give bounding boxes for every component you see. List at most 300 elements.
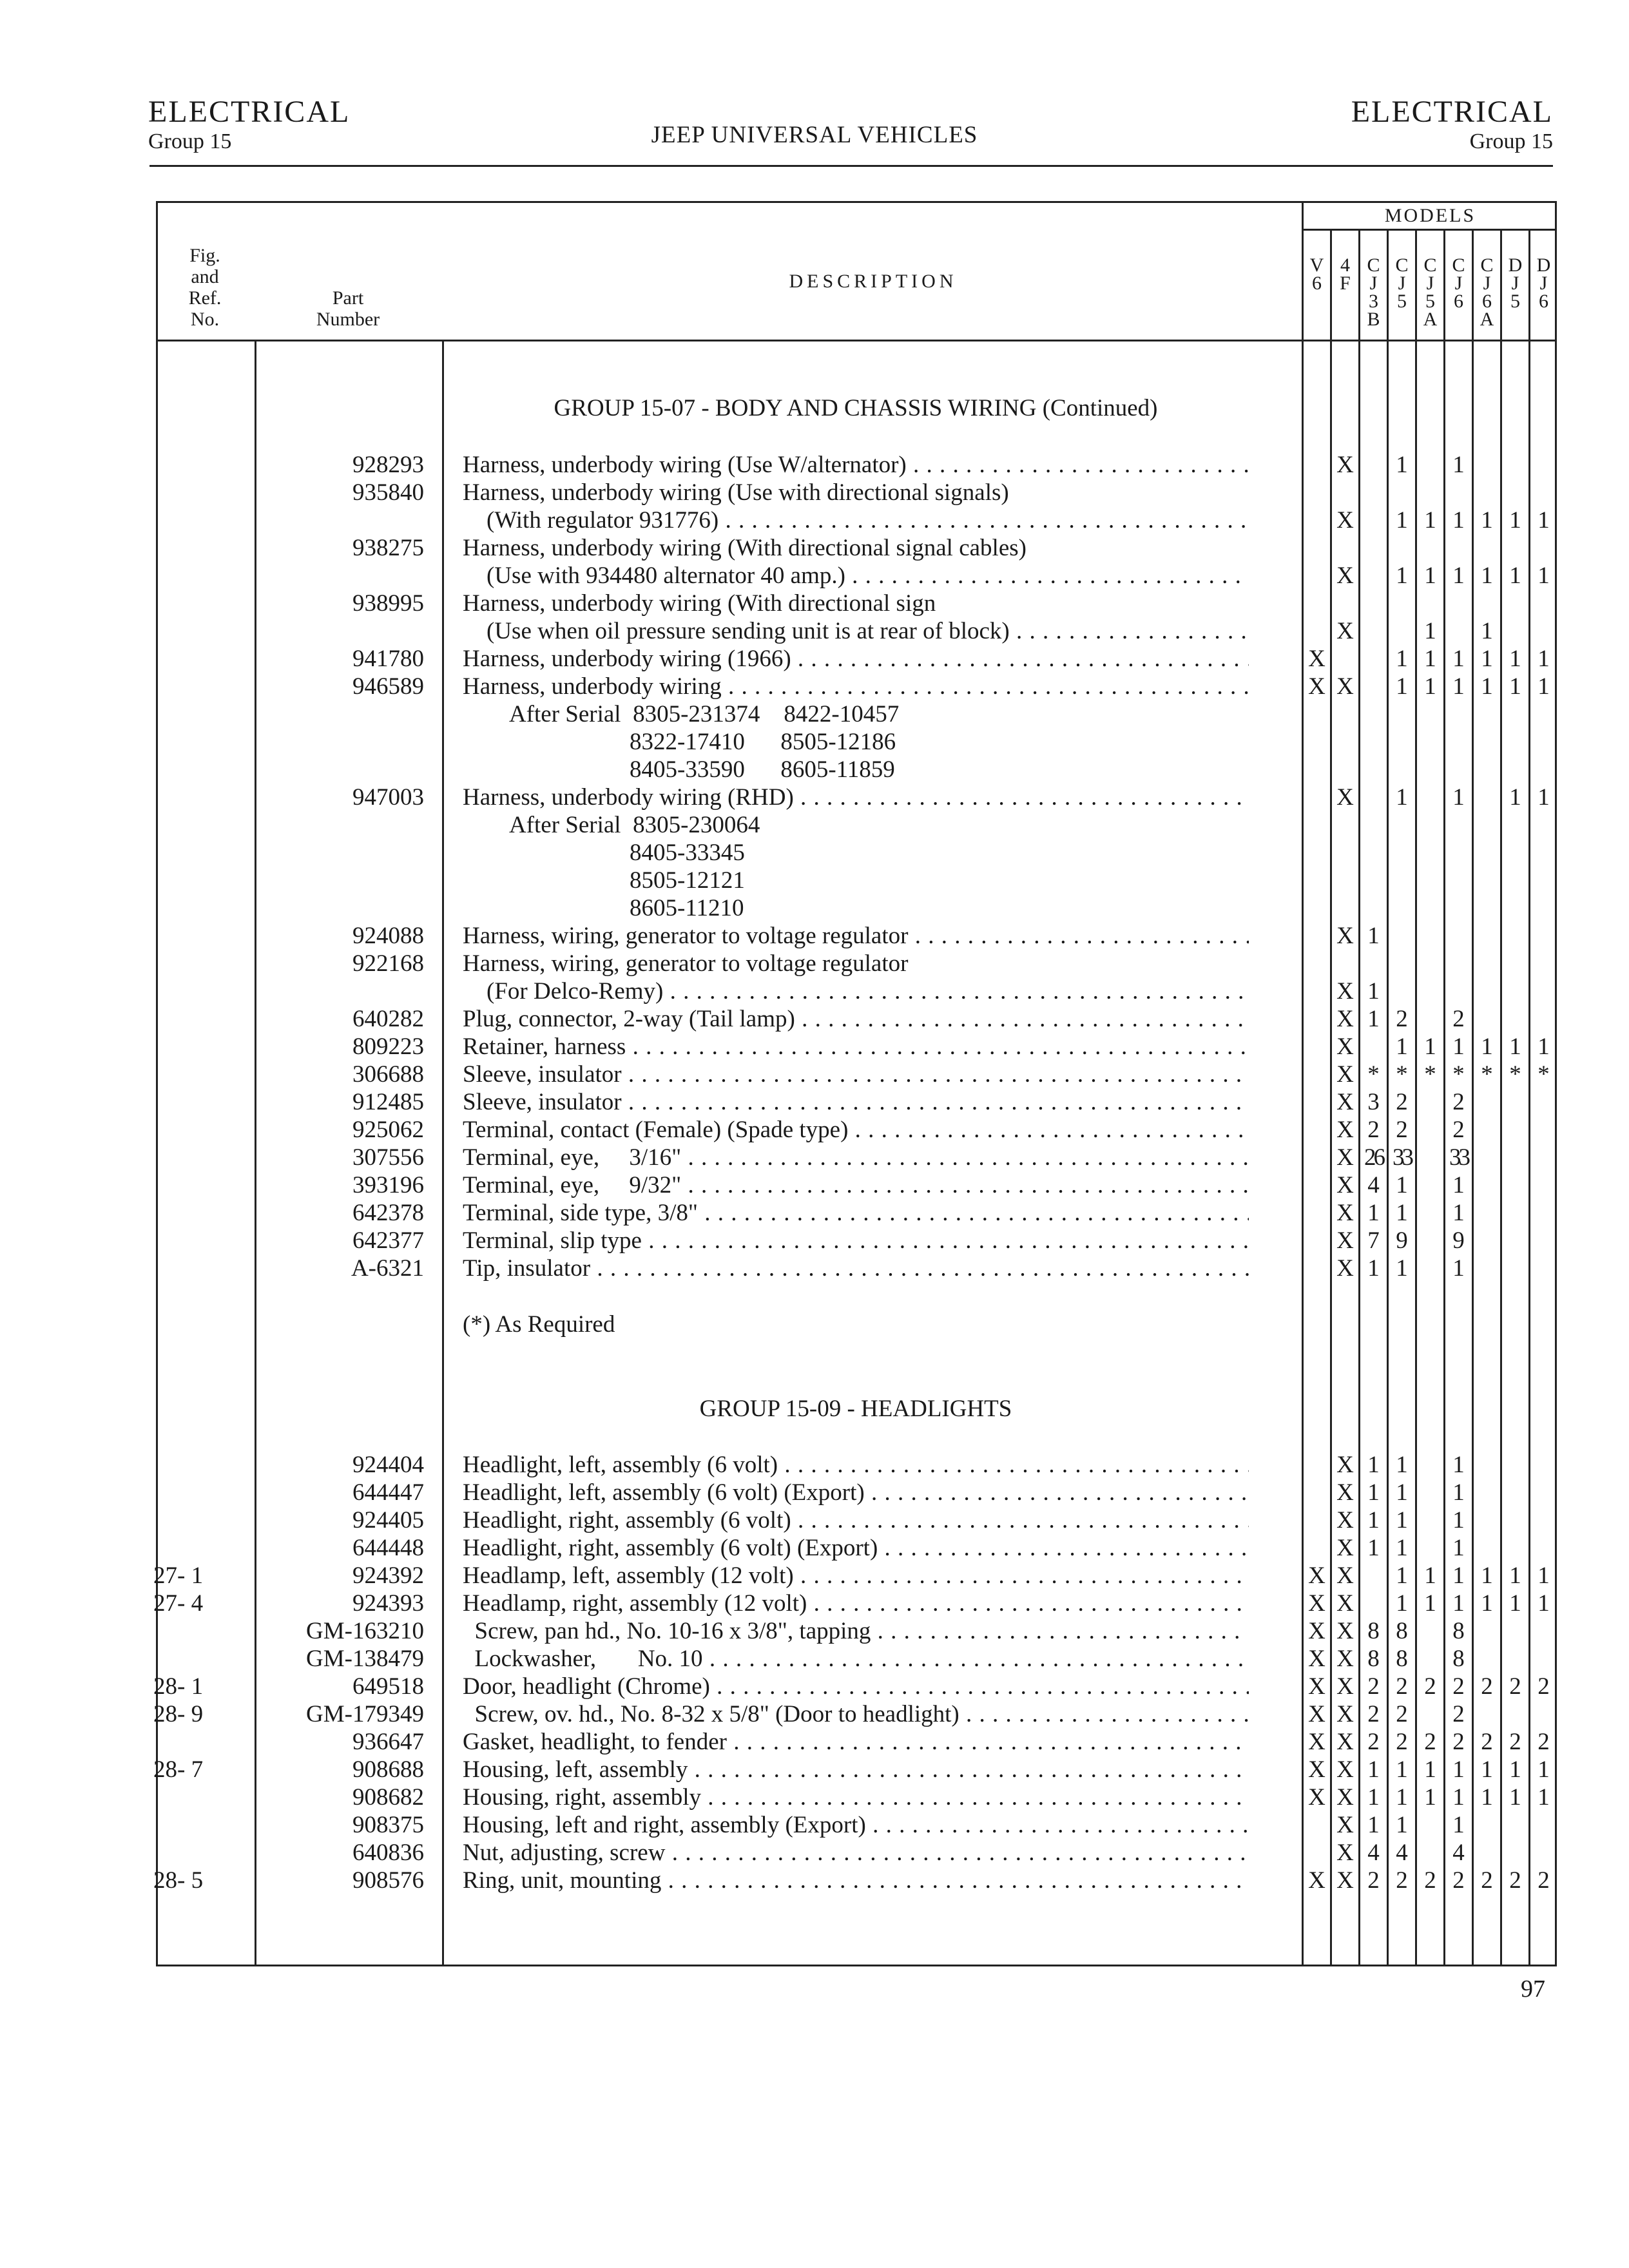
- part-number: A-6321: [351, 1255, 424, 1282]
- model-quantity: X: [1308, 1784, 1325, 1811]
- model-quantity: 1: [1396, 507, 1408, 533]
- model-quantity: 1: [1509, 673, 1521, 700]
- table-row: [0, 783, 1629, 811]
- model-quantity: *: [1396, 1061, 1408, 1088]
- part-description: After Serial 8305-231374 8422-10457: [463, 701, 900, 727]
- table-row: [0, 1033, 1629, 1061]
- part-number: 947003: [352, 784, 424, 811]
- model-quantity: 1: [1537, 507, 1550, 533]
- part-description: Sleeve, insulator . . .: [463, 1088, 1249, 1116]
- table-row: [0, 1728, 1629, 1756]
- model-quantity: *: [1367, 1061, 1380, 1088]
- model-quantity: 4: [1367, 1172, 1380, 1198]
- table-row: [0, 1171, 1629, 1199]
- table-row: [0, 977, 1629, 1005]
- model-header-char: F: [1340, 273, 1351, 294]
- model-header-char: A: [1480, 309, 1494, 330]
- part-description: After Serial 8305-230064: [463, 812, 760, 838]
- model-quantity: 9: [1396, 1227, 1408, 1254]
- part-number: 925062: [352, 1117, 424, 1143]
- model-quantity: X: [1336, 1673, 1354, 1700]
- part-description: Harness, underbody wiring . . .: [463, 673, 1249, 700]
- part-description: Nut, adjusting, screw . . .: [463, 1839, 1249, 1867]
- part-description: Plug, connector, 2-way (Tail lamp) . . .: [463, 1005, 1249, 1033]
- part-description: 8605-11210: [463, 895, 744, 921]
- part-description: Terminal, slip type . . .: [463, 1227, 1249, 1254]
- model-quantity: 2: [1452, 1089, 1465, 1115]
- model-quantity: 1: [1424, 1784, 1436, 1811]
- header-line: Ref.: [188, 287, 222, 309]
- part-description: (Use with 934480 alternator 40 amp.) . . .: [463, 562, 1249, 590]
- part-description: Terminal, eye, 3/16" . . .: [463, 1144, 1249, 1171]
- model-quantity: 2: [1396, 1089, 1408, 1115]
- model-quantity: 1: [1509, 1756, 1521, 1783]
- models-divider: [1302, 229, 1557, 231]
- model-quantity: X: [1308, 1618, 1325, 1644]
- model-quantity: 1: [1424, 673, 1436, 700]
- model-quantity: 2: [1396, 1729, 1408, 1755]
- model-quantity: 1: [1396, 1562, 1408, 1589]
- model-quantity: 1: [1452, 1590, 1465, 1617]
- part-description: Headlight, right, assembly (6 volt) (Export) . . .: [463, 1534, 1249, 1562]
- part-number: 642378: [352, 1200, 424, 1226]
- model-quantity: 2: [1537, 1673, 1550, 1700]
- model-header-4f: [1332, 256, 1358, 293]
- table-row: [0, 1839, 1629, 1867]
- model-quantity: X: [1336, 1590, 1354, 1617]
- model-quantity: X: [1308, 1646, 1325, 1672]
- model-quantity: X: [1336, 1729, 1354, 1755]
- section-title: ELECTRICAL: [1351, 95, 1553, 129]
- model-header-char: 5: [1397, 291, 1407, 312]
- model-quantity: 1: [1424, 646, 1436, 672]
- table-row: [0, 1645, 1629, 1673]
- model-quantity: 1: [1509, 1784, 1521, 1811]
- model-quantity: 1: [1537, 784, 1550, 811]
- group-label: Group 15: [1469, 130, 1553, 153]
- model-quantity: X: [1336, 1535, 1354, 1561]
- part-description: Tip, insulator . . .: [463, 1254, 1249, 1282]
- model-quantity: 1: [1367, 1200, 1380, 1226]
- part-number: 936647: [352, 1729, 424, 1755]
- model-quantity: 1: [1367, 1255, 1380, 1282]
- model-quantity: 2: [1396, 1701, 1408, 1727]
- model-header-char: J: [1454, 273, 1463, 294]
- table-row: [0, 1199, 1629, 1227]
- model-header-char: C: [1452, 255, 1465, 276]
- part-number: 908682: [352, 1784, 424, 1811]
- part-description: Headlight, left, assembly (6 volt) . . .: [463, 1451, 1249, 1479]
- group-heading: GROUP 15-09 - HEADLIGHTS: [699, 1396, 1012, 1422]
- model-quantity: 2: [1367, 1701, 1380, 1727]
- model-quantity: 1: [1452, 1255, 1465, 1282]
- part-number: 922168: [352, 950, 424, 977]
- model-quantity: 1: [1396, 1479, 1408, 1506]
- part-description: (Use when oil pressure sending unit is at rear of block) . . .: [463, 617, 1249, 645]
- model-quantity: *: [1452, 1061, 1465, 1088]
- model-quantity: X: [1336, 1255, 1354, 1282]
- model-quantity: 2: [1452, 1117, 1465, 1143]
- model-header-char: C: [1395, 255, 1409, 276]
- part-description: Headlamp, right, assembly (12 volt) . . .: [463, 1590, 1249, 1617]
- model-header-char: 5: [1425, 291, 1435, 312]
- model-quantity: 2: [1396, 1867, 1408, 1894]
- model-quantity: 1: [1537, 1590, 1550, 1617]
- section-title: ELECTRICAL: [148, 95, 351, 129]
- model-quantity: 1: [1452, 1452, 1465, 1478]
- model-header-char: 6: [1482, 291, 1492, 312]
- table-row: [0, 645, 1629, 673]
- model-quantity: X: [1336, 1646, 1354, 1672]
- page-number: 97: [1521, 1975, 1545, 2003]
- model-quantity: 8: [1452, 1646, 1465, 1672]
- model-quantity: X: [1336, 1200, 1354, 1226]
- model-quantity: 1: [1481, 1590, 1493, 1617]
- part-description: Harness, underbody wiring (With directional signal cables): [463, 535, 1027, 561]
- model-quantity: 2: [1452, 1673, 1465, 1700]
- part-number: 908375: [352, 1812, 424, 1838]
- part-number: 924393: [352, 1590, 424, 1617]
- model-quantity: 1: [1537, 646, 1550, 672]
- model-quantity: 1: [1452, 673, 1465, 700]
- part-number: 649518: [352, 1673, 424, 1700]
- model-quantity: 8: [1452, 1618, 1465, 1644]
- model-header-dj6: [1530, 256, 1557, 311]
- model-quantity: 1: [1396, 1756, 1408, 1783]
- part-description: Terminal, side type, 3/8" . . .: [463, 1199, 1249, 1227]
- model-quantity: 1: [1537, 1784, 1550, 1811]
- model-quantity: X: [1336, 784, 1354, 811]
- table-row: [0, 1756, 1629, 1783]
- part-description: Ring, unit, mounting . . .: [463, 1867, 1249, 1894]
- model-quantity: 26: [1364, 1144, 1383, 1171]
- table-row: [0, 839, 1629, 867]
- part-number: GM-163210: [306, 1618, 424, 1644]
- part-description: Retainer, harness . . .: [463, 1033, 1249, 1061]
- model-quantity: 2: [1367, 1729, 1380, 1755]
- part-description: (*) As Required: [463, 1311, 615, 1338]
- model-quantity: 1: [1367, 1756, 1380, 1783]
- model-quantity: X: [1308, 1562, 1325, 1589]
- model-quantity: *: [1537, 1061, 1550, 1088]
- model-header-cj5a: [1417, 256, 1443, 329]
- part-number: 640836: [352, 1840, 424, 1866]
- part-number: 946589: [352, 673, 424, 700]
- table-row: [0, 922, 1629, 950]
- table-row: [0, 1005, 1629, 1033]
- model-quantity: 1: [1396, 1255, 1408, 1282]
- fig-ref: 28- 7: [153, 1756, 204, 1783]
- header-line: No.: [190, 309, 220, 330]
- table-row: [0, 756, 1629, 783]
- model-header-char: J: [1426, 273, 1434, 294]
- model-quantity: X: [1308, 1756, 1325, 1783]
- table-row: [0, 1700, 1629, 1728]
- model-quantity: 1: [1481, 1756, 1493, 1783]
- model-quantity: 8: [1396, 1646, 1408, 1672]
- model-quantity: X: [1336, 1006, 1354, 1032]
- part-description: (With regulator 931776) . . .: [463, 506, 1249, 534]
- model-quantity: X: [1336, 923, 1354, 949]
- part-description: Screw, pan hd., No. 10-16 x 3/8", tapping . . .: [463, 1617, 1249, 1645]
- model-header-char: D: [1508, 255, 1523, 276]
- model-quantity: *: [1424, 1061, 1436, 1088]
- model-quantity: 2: [1537, 1729, 1550, 1755]
- model-quantity: X: [1308, 673, 1325, 700]
- model-quantity: 1: [1509, 646, 1521, 672]
- model-quantity: X: [1336, 1812, 1354, 1838]
- table-row: [0, 1311, 1629, 1338]
- table-row: [0, 1061, 1629, 1088]
- part-number: 924392: [352, 1562, 424, 1589]
- model-quantity: 1: [1452, 1562, 1465, 1589]
- part-number: 938995: [352, 590, 424, 617]
- model-header-char: J: [1398, 273, 1406, 294]
- description-header: DESCRIPTION: [789, 271, 958, 292]
- model-quantity: X: [1308, 1701, 1325, 1727]
- model-quantity: 2: [1396, 1117, 1408, 1143]
- part-number: 644447: [352, 1479, 424, 1506]
- model-quantity: 2: [1367, 1117, 1380, 1143]
- table-row: [0, 1562, 1629, 1590]
- table-row: [0, 1227, 1629, 1254]
- model-header-char: 6: [1312, 273, 1322, 294]
- part-number-header: [284, 287, 412, 330]
- model-quantity: 4: [1367, 1840, 1380, 1866]
- model-quantity: X: [1336, 562, 1354, 589]
- fig-ref: 28- 9: [153, 1701, 204, 1727]
- group-label: Group 15: [148, 130, 232, 153]
- model-quantity: 1: [1481, 562, 1493, 589]
- model-quantity: 1: [1396, 646, 1408, 672]
- model-quantity: 1: [1452, 452, 1465, 478]
- part-number: 644448: [352, 1535, 424, 1561]
- model-quantity: 1: [1396, 673, 1408, 700]
- model-quantity: 1: [1452, 646, 1465, 672]
- model-quantity: 1: [1537, 1562, 1550, 1589]
- table-row: [0, 728, 1629, 756]
- part-number: 941780: [352, 646, 424, 672]
- table-row: [0, 1590, 1629, 1617]
- model-header-char: J: [1483, 273, 1491, 294]
- model-quantity: 1: [1452, 1479, 1465, 1506]
- part-description: Harness, underbody wiring (1966) . . .: [463, 645, 1249, 673]
- part-number: 640282: [352, 1006, 424, 1032]
- model-quantity: X: [1336, 507, 1354, 533]
- model-quantity: 1: [1452, 562, 1465, 589]
- model-quantity: 1: [1396, 784, 1408, 811]
- table-row: [0, 673, 1629, 700]
- model-quantity: 1: [1367, 1006, 1380, 1032]
- model-quantity: X: [1336, 1227, 1354, 1254]
- model-quantity: 3: [1367, 1089, 1380, 1115]
- table-row: [0, 950, 1629, 977]
- model-quantity: 1: [1424, 1562, 1436, 1589]
- part-description: (For Delco-Remy) . . .: [463, 977, 1249, 1005]
- model-quantity: X: [1336, 978, 1354, 1004]
- model-quantity: 1: [1396, 562, 1408, 589]
- table-row: [0, 1088, 1629, 1116]
- model-quantity: 33: [1393, 1144, 1411, 1171]
- part-number: 393196: [352, 1172, 424, 1198]
- model-header-char: J: [1369, 273, 1378, 294]
- model-quantity: 1: [1481, 1562, 1493, 1589]
- table-row: [0, 1254, 1629, 1282]
- model-quantity: 1: [1509, 1033, 1521, 1060]
- model-header-cj3b: [1360, 256, 1387, 329]
- model-quantity: X: [1336, 1172, 1354, 1198]
- model-quantity: 1: [1509, 784, 1521, 811]
- model-quantity: 2: [1452, 1867, 1465, 1894]
- table-row: [0, 1673, 1629, 1700]
- model-quantity: 1: [1509, 507, 1521, 533]
- model-quantity: 1: [1367, 1812, 1380, 1838]
- model-quantity: 4: [1396, 1840, 1408, 1866]
- part-description: Harness, wiring, generator to voltage regulator: [463, 950, 909, 977]
- model-header-char: 6: [1454, 291, 1463, 312]
- model-header-char: C: [1480, 255, 1494, 276]
- part-number: 928293: [352, 452, 424, 478]
- table-row: [0, 867, 1629, 894]
- model-header-char: 4: [1340, 255, 1350, 276]
- model-quantity: X: [1308, 646, 1325, 672]
- group-heading-row: [0, 394, 1629, 422]
- fig-ref: 28- 1: [153, 1673, 204, 1700]
- model-quantity: X: [1336, 452, 1354, 478]
- model-quantity: 2: [1396, 1673, 1408, 1700]
- model-quantity: 1: [1537, 562, 1550, 589]
- fig-ref: 27- 4: [153, 1590, 204, 1617]
- model-quantity: 1: [1481, 646, 1493, 672]
- model-quantity: X: [1336, 1117, 1354, 1143]
- fig-ref: 27- 1: [153, 1562, 204, 1589]
- model-quantity: 1: [1396, 1784, 1408, 1811]
- model-quantity: 1: [1452, 1756, 1465, 1783]
- model-quantity: 1: [1424, 507, 1436, 533]
- table-row: [0, 1617, 1629, 1645]
- model-quantity: 2: [1509, 1867, 1521, 1894]
- header-rule: [149, 165, 1553, 167]
- model-header-cj5: [1389, 256, 1415, 311]
- model-quantity: 2: [1537, 1867, 1550, 1894]
- model-quantity: 1: [1396, 1452, 1408, 1478]
- model-quantity: *: [1481, 1061, 1493, 1088]
- model-header-char: B: [1367, 309, 1380, 330]
- model-quantity: X: [1308, 1729, 1325, 1755]
- model-header-char: C: [1423, 255, 1437, 276]
- model-quantity: 1: [1509, 1562, 1521, 1589]
- table-row: [0, 894, 1629, 922]
- model-quantity: 1: [1452, 507, 1465, 533]
- model-header-char: 3: [1369, 291, 1378, 312]
- model-quantity: 2: [1452, 1701, 1465, 1727]
- model-header-dj5: [1502, 256, 1528, 311]
- model-quantity: 1: [1396, 1033, 1408, 1060]
- model-quantity: X: [1336, 1089, 1354, 1115]
- model-quantity: 1: [1424, 1590, 1436, 1617]
- model-quantity: X: [1336, 1784, 1354, 1811]
- models-header: MODELS: [1384, 205, 1476, 226]
- model-quantity: X: [1336, 1618, 1354, 1644]
- part-number: 935840: [352, 479, 424, 506]
- table-row: [0, 479, 1629, 506]
- group-heading-row: [0, 1395, 1629, 1423]
- model-quantity: 4: [1452, 1840, 1465, 1866]
- model-quantity: X: [1308, 1673, 1325, 1700]
- model-quantity: 1: [1452, 1812, 1465, 1838]
- model-quantity: X: [1336, 1452, 1354, 1478]
- model-quantity: 1: [1452, 1200, 1465, 1226]
- model-quantity: 1: [1396, 1200, 1408, 1226]
- model-quantity: X: [1336, 1061, 1354, 1088]
- table-row: [0, 1451, 1629, 1479]
- model-quantity: 8: [1396, 1618, 1408, 1644]
- table-row: [0, 617, 1629, 645]
- part-description: 8505-12121: [463, 867, 745, 894]
- part-description: Harness, underbody wiring (Use W/alternator) . . .: [463, 451, 1249, 479]
- table-row: [0, 1534, 1629, 1562]
- model-quantity: 1: [1367, 1479, 1380, 1506]
- part-number: 809223: [352, 1033, 424, 1060]
- model-quantity: X: [1308, 1867, 1325, 1894]
- part-number: 912485: [352, 1089, 424, 1115]
- model-quantity: 1: [1367, 1452, 1380, 1478]
- table-row: [0, 562, 1629, 590]
- model-quantity: 2: [1481, 1867, 1493, 1894]
- model-quantity: X: [1336, 1507, 1354, 1533]
- model-quantity: X: [1336, 1479, 1354, 1506]
- model-quantity: 1: [1367, 923, 1380, 949]
- model-quantity: 1: [1396, 1507, 1408, 1533]
- model-quantity: X: [1308, 1590, 1325, 1617]
- part-number: 924405: [352, 1507, 424, 1533]
- table-row: [0, 1144, 1629, 1171]
- model-quantity: X: [1336, 1033, 1354, 1060]
- part-description: Screw, ov. hd., No. 8-32 x 5/8" (Door to headlight) . . .: [463, 1700, 1249, 1728]
- part-description: Housing, left and right, assembly (Export) . . .: [463, 1811, 1249, 1839]
- model-header-char: 5: [1510, 291, 1520, 312]
- model-header-cj6a: [1474, 256, 1500, 329]
- model-quantity: X: [1336, 618, 1354, 644]
- part-number: 908688: [352, 1756, 424, 1783]
- model-quantity: X: [1336, 1562, 1354, 1589]
- part-description: Housing, left, assembly . . .: [463, 1756, 1249, 1783]
- part-number: 307556: [352, 1144, 424, 1171]
- part-description: 8322-17410 8505-12186: [463, 729, 896, 755]
- model-quantity: 1: [1481, 1784, 1493, 1811]
- part-description: Door, headlight (Chrome) . . .: [463, 1673, 1249, 1700]
- header-divider: [156, 340, 1557, 341]
- model-quantity: 1: [1481, 618, 1493, 644]
- model-quantity: 2: [1509, 1673, 1521, 1700]
- model-quantity: 1: [1481, 1033, 1493, 1060]
- model-quantity: 1: [1481, 507, 1493, 533]
- part-description: Harness, underbody wiring (With directional sign: [463, 590, 936, 617]
- header-line: Number: [316, 309, 380, 330]
- table-row: [0, 1116, 1629, 1144]
- part-description: Sleeve, insulator . . .: [463, 1061, 1249, 1088]
- model-quantity: X: [1336, 1756, 1354, 1783]
- model-quantity: 1: [1537, 1756, 1550, 1783]
- model-quantity: 2: [1452, 1729, 1465, 1755]
- part-description: Gasket, headlight, to fender . . .: [463, 1728, 1249, 1756]
- model-quantity: X: [1336, 1867, 1354, 1894]
- model-header-char: A: [1423, 309, 1438, 330]
- part-description: Housing, right, assembly . . .: [463, 1783, 1249, 1811]
- model-quantity: 8: [1367, 1646, 1380, 1672]
- part-number: 924404: [352, 1452, 424, 1478]
- model-header-char: D: [1536, 255, 1551, 276]
